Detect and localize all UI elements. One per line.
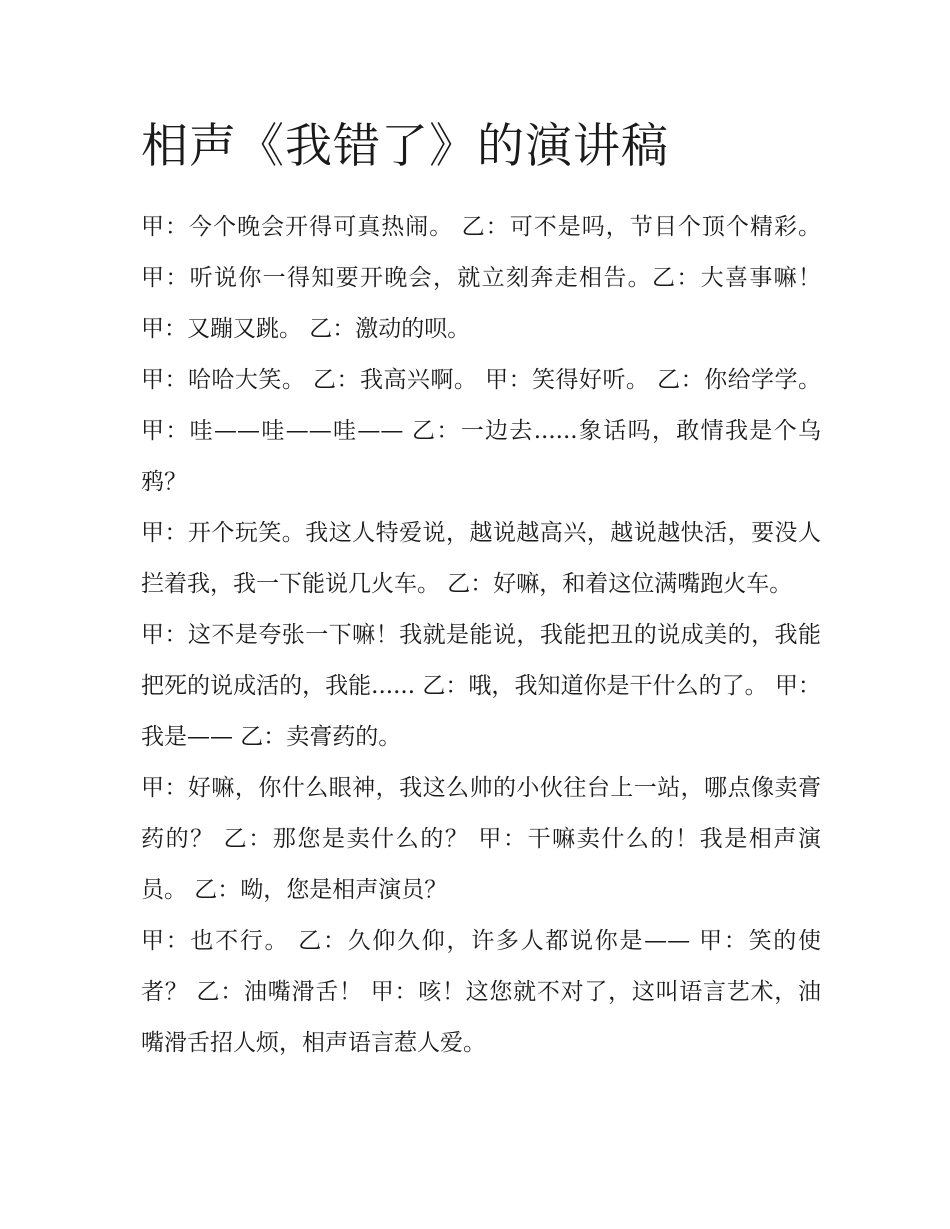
paragraph: 甲：开个玩笑。我这人特爱说，越说越高兴，越说越快活，要没人拦着我，我一下能说几火车。 乙：好嘛，和着这位满嘴跑火车。 <box>141 520 821 597</box>
paragraph: 甲：哈哈大笑。 乙：我高兴啊。 甲：笑得好听。 乙：你给学学。 甲：哇——哇——哇—— 乙：一边去......象话吗，敢情我是个乌鸦？ <box>141 367 821 495</box>
document-page <box>141 112 821 1069</box>
paragraph: 甲：今个晚会开得可真热闹。 乙：可不是吗，节目个顶个精彩。 甲：听说你一得知要开晚会，就立刻奔走相告。乙：大喜事嘛！ 甲：又蹦又跳。 乙：激动的呗。 <box>141 214 821 342</box>
paragraph: 甲：这不是夸张一下嘛！我就是能说，我能把丑的说成美的，我能把死的说成活的，我能...... 乙：哦，我知道你是干什么的了。 甲：我是—— 乙：卖膏药的。 <box>141 622 821 750</box>
paragraph: 甲：也不行。 乙：久仰久仰，许多人都说你是—— 甲：笑的使者？ 乙：油嘴滑舌！ 甲：咳！这您就不对了，这叫语言艺术，油嘴滑舌招人烦，相声语言惹人爱。 <box>141 928 821 1056</box>
document-title: 相声《我错了》的演讲稿 <box>141 119 669 174</box>
paragraph: 甲：好嘛，你什么眼神，我这么帅的小伙往台上一站，哪点像卖膏药的？ 乙：那您是卖什么的？ 甲：干嘛卖什么的！我是相声演员。 乙：呦，您是相声演员？ <box>141 775 821 903</box>
